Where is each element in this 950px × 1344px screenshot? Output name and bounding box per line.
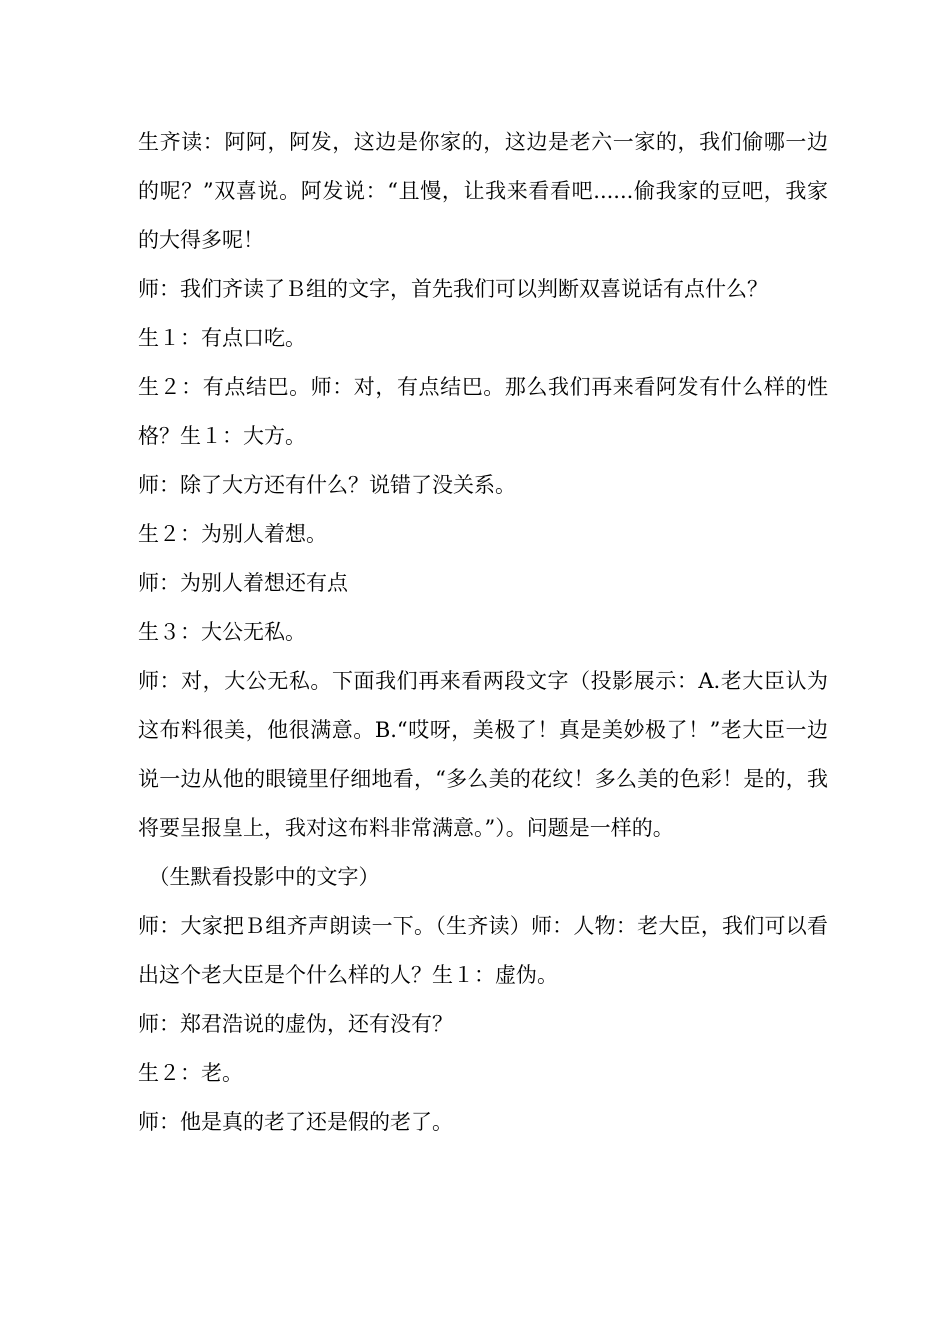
paragraph-teacher-question-b-group: 师：我们齐读了Ｂ组的文字，首先我们可以判断双喜说话有点什么？ <box>138 277 768 301</box>
paragraph-teacher-hypocritical: 师：郑君浩说的虚伪，还有没有？ <box>138 1012 453 1036</box>
paragraph-silent-reading-note: （生默看投影中的文字） <box>148 865 380 889</box>
paragraph-teacher-read-aloud: 师：大家把Ｂ组齐声朗读一下。（生齐读）师：人物：老大臣，我们可以看出这个老大臣是个什么样的人？生１：虚伪。 <box>138 914 828 987</box>
paragraph-teacher-truly-old: 师：他是真的老了还是假的老了。 <box>138 1110 453 1134</box>
paragraph-student-reading: 生齐读：阿阿，阿发，这边是你家的，这边是老六一家的，我们偷哪一边的呢？”双喜说。阿发说：“且慢，让我来看看吧......偷我家的豆吧，我家的大得多呢！ <box>138 130 828 252</box>
paragraph-student-2-stammer: 生２：有点结巴。师：对，有点结巴。那么我们再来看阿发有什么样的性格？生１：大方。 <box>138 375 828 448</box>
paragraph-teacher-besides-generous: 师：除了大方还有什么？说错了没关系。 <box>138 473 516 497</box>
paragraph-student-1-stutter: 生１：有点口吃。 <box>138 326 306 350</box>
document-page <box>138 118 828 1147</box>
paragraph-teacher-projection: 师：对，大公无私。下面我们再来看两段文字（投影展示：A.老大臣认为这布料很美，他很满意。B.“哎呀，美极了！真是美妙极了！”老大臣一边说一边从他的眼镜里仔细地看，“多么美的花纹！多么美的色彩！是的，我将要呈报皇上，我对这布料非常满意。”）。问题是一样的。 <box>138 669 828 840</box>
paragraph-teacher-considerate: 师：为别人着想还有点 <box>138 571 348 595</box>
paragraph-student-3-selfless: 生３：大公无私。 <box>138 620 306 644</box>
paragraph-student-2-old: 生２：老。 <box>138 1061 243 1085</box>
paragraph-student-2-considerate: 生２：为别人着想。 <box>138 522 327 546</box>
